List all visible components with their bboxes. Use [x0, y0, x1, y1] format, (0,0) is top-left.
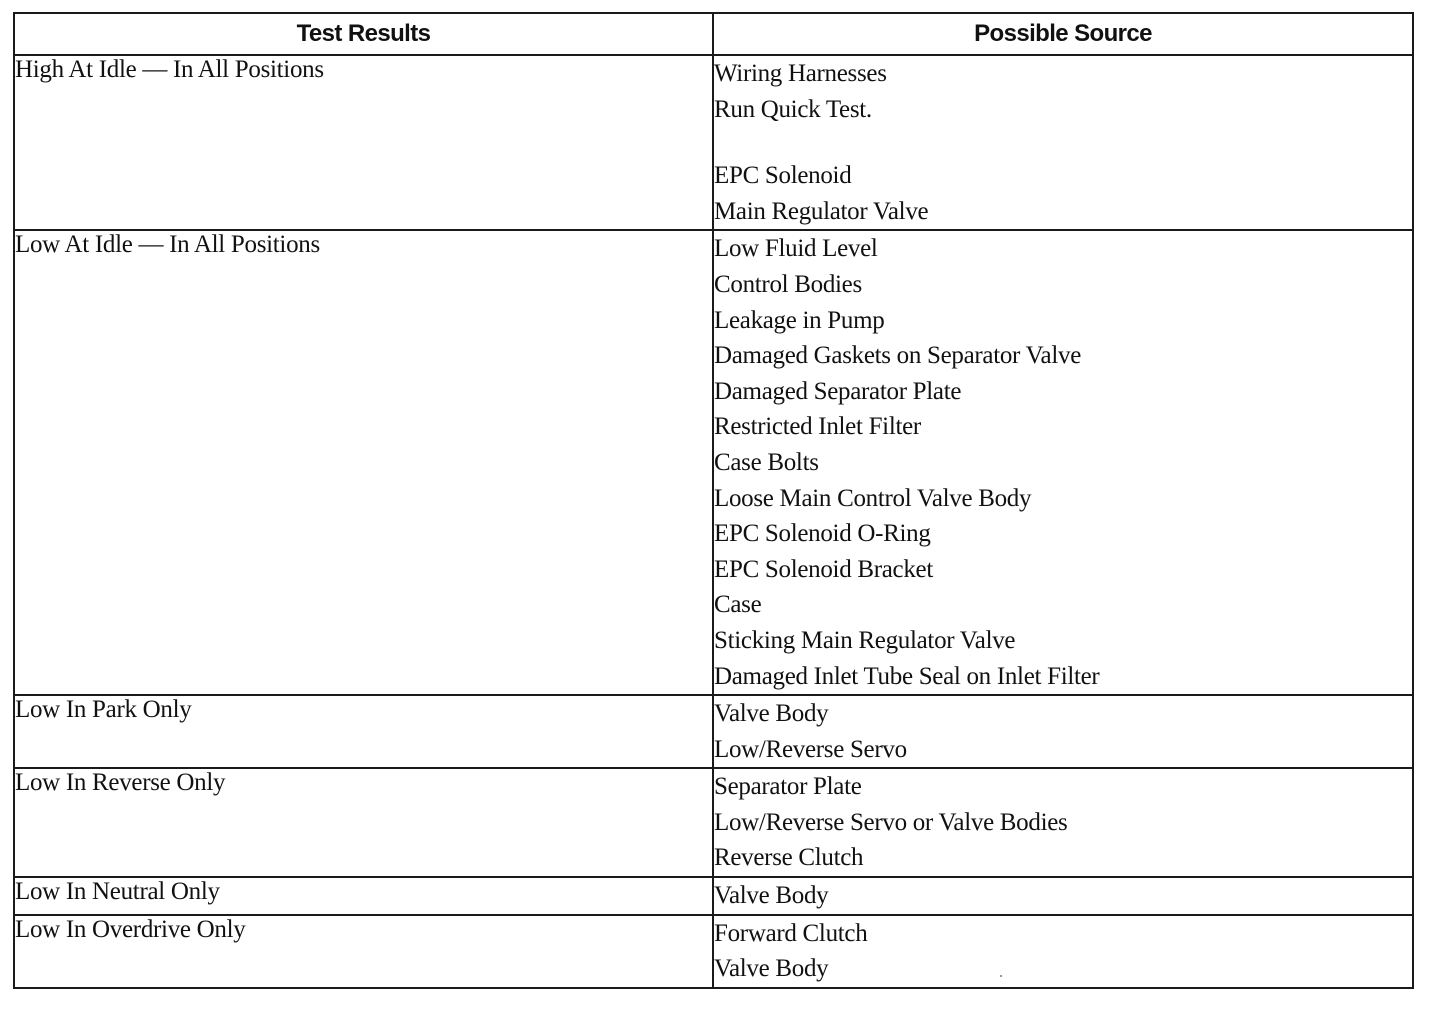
source-item: Low/Reverse Servo or Valve Bodies: [714, 808, 1068, 836]
possible-source-cell: [713, 55, 1413, 230]
test-results-header: Test Results: [14, 13, 713, 55]
source-item: Separator Plate: [714, 773, 862, 801]
source-item: Forward Clutch: [714, 919, 868, 947]
source-item: Damaged Inlet Tube Seal on Inlet Filter: [714, 662, 1100, 690]
possible-source-cell: [713, 695, 1413, 768]
source-item: Case: [714, 591, 762, 619]
source-item: Valve Body: [714, 955, 829, 983]
source-item: Valve Body: [714, 882, 829, 910]
possible-source-cell: [713, 230, 1413, 695]
source-item: Restricted Inlet Filter: [714, 413, 921, 441]
possible-source-cell: [713, 768, 1413, 877]
possible-source-cell: [713, 877, 1413, 915]
source-item: Valve Body: [714, 700, 829, 728]
source-item: Run Quick Test.: [714, 95, 872, 123]
diagnosis-table: [13, 12, 1414, 989]
source-item: EPC Solenoid Bracket: [714, 555, 933, 583]
source-item: Damaged Gaskets on Separator Valve: [714, 342, 1081, 370]
source-item: Reverse Clutch: [714, 844, 864, 872]
table-row: [14, 768, 1413, 877]
source-item: Wiring Harnesses: [714, 60, 887, 87]
table-row: [14, 230, 1413, 695]
source-item: Case Bolts: [714, 448, 819, 476]
table-row: [14, 915, 1413, 988]
source-item: Leakage in Pump: [714, 306, 885, 334]
source-item: Sticking Main Regulator Valve: [714, 626, 1016, 654]
source-item: Low Fluid Level: [714, 235, 878, 263]
source-item: EPC Solenoid O-Ring: [714, 520, 931, 548]
table-row: [14, 695, 1413, 768]
test-result-cell: Low At Idle — In All Positions: [14, 230, 713, 695]
test-result-cell: High At Idle — In All Positions: [14, 55, 713, 230]
source-item: Damaged Separator Plate: [714, 377, 962, 405]
source-item: Loose Main Control Valve Body: [714, 484, 1032, 512]
header-row: [14, 13, 1413, 55]
source-item: Control Bodies: [714, 270, 862, 298]
possible-source-header: Possible Source: [713, 13, 1413, 55]
source-item: EPC Solenoid: [714, 162, 852, 190]
source-item: Low/Reverse Servo: [714, 735, 907, 763]
possible-source-cell: [713, 915, 1413, 988]
scan-speck: [1000, 975, 1002, 977]
source-spacer: [714, 127, 1412, 158]
table-row: [14, 877, 1413, 915]
test-result-cell: Low In Park Only: [14, 695, 713, 768]
source-item: Main Regulator Valve: [714, 197, 929, 225]
table-row: [14, 55, 1413, 230]
test-result-cell: Low In Reverse Only: [14, 768, 713, 877]
test-result-cell: Low In Overdrive Only: [14, 915, 713, 988]
test-result-cell: Low In Neutral Only: [14, 877, 713, 915]
